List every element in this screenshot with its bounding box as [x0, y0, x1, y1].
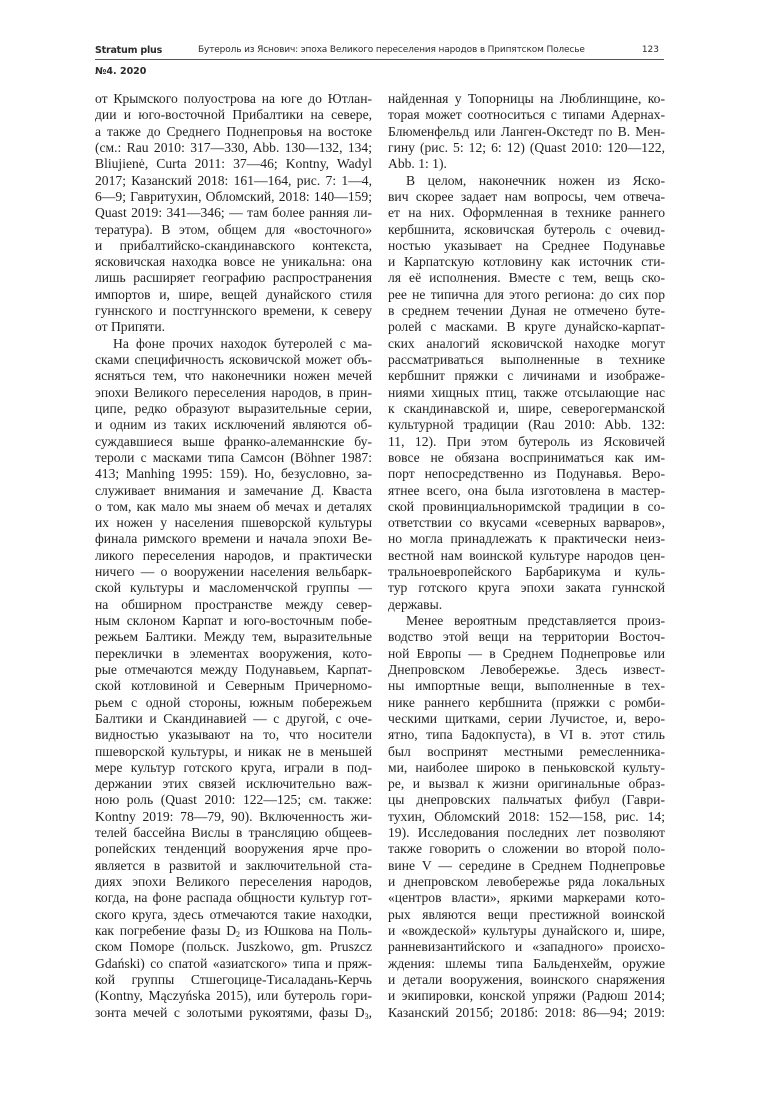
text-line-content: дии и юго-восточной Прибалтики на севере,	[95, 107, 372, 123]
text-line	[95, 564, 372, 580]
text-line	[388, 173, 665, 189]
text-line-content: 11, 12). При этом бутероль из Ясковичей	[388, 433, 665, 449]
text-line-content: «центров власти», яркими маркерами кото-	[388, 890, 665, 906]
text-line-content: 6—9; Гавритухин, Обломский, 2018: 140—159;	[95, 188, 372, 204]
text-line	[388, 189, 665, 205]
text-line	[388, 466, 665, 482]
text-line	[388, 531, 665, 547]
text-line	[95, 597, 372, 613]
text-line-content: и Карпатскую котловину как источник сти-	[388, 254, 665, 270]
text-line	[95, 646, 372, 662]
text-line	[95, 874, 372, 890]
text-line	[95, 222, 372, 238]
text-line-content: (Kontny, Mączyńska 2015), или бутероль гори-	[95, 988, 372, 1004]
text-line-content: ре, и вызвал к жизни оригинальные образ-	[388, 776, 665, 792]
text-line-content: видностью указывают на то, что носители	[95, 727, 372, 743]
text-line-content: рых являются вещи престижной воинской	[388, 906, 665, 922]
text-line-content: На фоне прочих находок бутеролей с ма-	[113, 335, 372, 351]
text-line-tail: из Юшкова на Поль-	[240, 922, 372, 938]
text-line-content: от Припяти.	[95, 319, 165, 335]
text-line	[95, 923, 372, 939]
text-line-content: тур готского круга эпохи заката гуннской	[388, 580, 665, 596]
text-line-content: а также до Среднего Поднепровья на востоке	[95, 123, 372, 139]
text-line	[388, 140, 665, 156]
text-line-content: импортов и, шире, вещей дунайского стиля	[95, 286, 372, 302]
text-line-content: тература). В этом, общем для «восточного»	[95, 221, 372, 237]
text-line-content: является в развитой и заключительной ста-	[95, 857, 372, 873]
text-line-content: зонта мечей с золотыми рукоятями, фазы D	[95, 1004, 365, 1020]
text-line	[95, 858, 372, 874]
text-line-content: ностью указывает на Среднее Подунавье	[388, 237, 665, 253]
text-line-content: Балтики и Скандинавией — с другой, с оче-	[95, 710, 372, 726]
text-line	[95, 238, 372, 254]
text-line	[388, 744, 665, 760]
text-line-content: ничего — о вооружении населения вельбарк-	[95, 564, 372, 580]
text-line-content: ской котловиной и Северным Причерномо-	[95, 678, 372, 694]
text-line	[95, 107, 372, 123]
text-line-content: (см.: Rau 2010: 317—330, Abb. 130—132, 134;	[95, 139, 372, 155]
text-line-content: Менее вероятным представляется произ-	[406, 613, 665, 628]
text-line-content: торая может соотноситься с типами Адернах-	[388, 107, 665, 123]
text-line	[95, 319, 372, 335]
text-line-content: ской культуры и масломенчской группы —	[95, 580, 372, 596]
text-line	[95, 531, 372, 547]
text-line	[388, 401, 665, 417]
text-line-content: ятнее всего, она была изготовлена в мастер-	[388, 482, 665, 498]
text-line-content: ческими щитками, серии Лучистое, и, веро-	[388, 710, 665, 726]
text-line	[95, 809, 372, 825]
text-line	[388, 809, 665, 825]
text-line-content: ципе, редко образуют выразительные серии,	[95, 400, 372, 416]
journal-name: Stratum plus	[95, 45, 163, 56]
text-line-content: о том, как мало мы знаем об мечах и деталях	[95, 498, 372, 514]
text-line	[95, 548, 372, 564]
text-line-content: лишь расширяет географию распространения	[95, 270, 372, 286]
text-line-content: служивает внимания и замечание Д. Кваста	[95, 482, 372, 498]
text-line	[388, 564, 665, 580]
text-line	[95, 956, 372, 972]
text-line	[388, 825, 665, 841]
text-line-content: Днепровском Левобережье. Здесь извест-	[388, 661, 665, 677]
text-line-content: финала римского времени и начала эпохи Ве-	[95, 531, 372, 547]
text-line-content: ны импортные вещи, выполненные в тех-	[388, 678, 665, 694]
text-line-content: переклички в элементах вооружения, кото-	[95, 645, 372, 661]
text-line-content: диях эпохи Великого переселения народов,	[95, 874, 372, 889]
text-line	[95, 907, 372, 923]
text-line	[95, 825, 372, 841]
text-line	[388, 385, 665, 401]
text-line-content: В целом, наконечник ножен из Яско-	[406, 172, 665, 188]
text-line	[95, 972, 372, 988]
text-line	[95, 727, 372, 743]
text-line	[388, 858, 665, 874]
text-line-content: водство этой вещи на территории Восточ-	[388, 629, 665, 645]
text-line-content: телей бассейна Вислы в трансляцию общеев-	[95, 825, 372, 841]
text-line-content: державы.	[388, 596, 443, 612]
text-line-content: Gdański) со спатой «азиатского» типа и пряж-	[95, 955, 372, 971]
text-line	[95, 744, 372, 760]
text-line-content: когда, на фоне распада общности культур гот-	[95, 890, 372, 906]
text-line-content: нике раннего кербшнита (пряжки с ромби-	[388, 694, 665, 710]
text-line-content: гину (рис. 5: 12; 6: 12) (Quast 2010: 120—122,	[388, 139, 665, 155]
text-line-content: и днепровском левобережье ряда локальных	[388, 874, 665, 889]
text-line-content: вовсе не обязана восприниматься как им-	[388, 449, 665, 465]
text-line-content: ет на них. Оформленная в технике раннего	[388, 205, 665, 221]
text-line	[388, 776, 665, 792]
text-line	[95, 695, 372, 711]
text-line	[388, 923, 665, 939]
text-line-content: ответствии со вкусами «северных варваров»,	[388, 515, 665, 531]
text-line	[95, 678, 372, 694]
text-line	[95, 368, 372, 384]
text-line	[95, 156, 372, 172]
text-line-content: ской провинциальноримской традиции в со-	[388, 498, 665, 514]
text-line-content: гуннского и постгуннского времени, к северу	[95, 303, 372, 319]
subscript: 2	[236, 929, 241, 939]
text-line	[95, 483, 372, 499]
text-line-content: порт непосредственно из Подунавья. Веро-	[388, 466, 665, 482]
text-line	[95, 711, 372, 727]
text-line	[95, 613, 372, 629]
text-line-content: и экипировки, конской упряжи (Радюш 2014;	[388, 988, 665, 1004]
text-line	[388, 760, 665, 776]
text-line	[388, 336, 665, 352]
text-line-content: в среднем течении Дуная не отмечено буте-	[388, 303, 665, 319]
text-line-content: ясковичская находка вовсе не уникальна: она	[95, 254, 372, 270]
text-line	[95, 499, 372, 515]
text-line	[388, 646, 665, 662]
text-line-content: и «вождеской» культуры дунайского и, шире,	[388, 922, 665, 938]
left-text-column	[95, 91, 372, 1021]
text-line-content: кербшнита, ясковичская бутероль с очевид-	[388, 221, 665, 237]
text-line	[388, 238, 665, 254]
text-line	[388, 548, 665, 564]
text-line	[95, 140, 372, 156]
text-line	[95, 662, 372, 678]
text-line-content: ми, наиболее широко в пеньковской культу-	[388, 759, 665, 775]
text-line	[388, 450, 665, 466]
text-line-content: ролей с масками. В круге дунайско-карпат-	[388, 319, 665, 335]
text-line-content: эпохи Великого переселения народов, в прин-	[95, 384, 372, 400]
text-line	[388, 678, 665, 694]
text-line	[388, 434, 665, 450]
text-line	[388, 972, 665, 988]
text-line	[95, 1005, 372, 1021]
text-line	[388, 792, 665, 808]
running-header	[95, 43, 664, 59]
text-line-content: ным склоном Карпат и юго-восточным побе-	[95, 613, 372, 628]
text-line	[95, 434, 372, 450]
text-line	[388, 222, 665, 238]
text-line	[95, 417, 372, 433]
text-line	[95, 776, 372, 792]
text-line	[95, 352, 372, 368]
text-line-content: вестной нам воинской культуре народов цен-	[388, 547, 665, 563]
text-line	[95, 792, 372, 808]
text-line	[95, 173, 372, 189]
text-line-content: ятно, типа Бадокпуста), в VI в. этот стиль	[388, 727, 665, 743]
text-line	[95, 939, 372, 955]
running-title: Бутероль из Яснович: эпоха Великого переселения народов в Припятском Полесье	[198, 45, 585, 55]
text-line-content: Kontny 2019: 78—79, 90). Включенность жи-	[95, 808, 372, 824]
text-line	[388, 303, 665, 319]
text-line-content: рьем с одной стороны, южным побережьем	[95, 694, 372, 710]
text-line	[95, 303, 372, 319]
text-line-content: но могла принадлежать к практически неиз-	[388, 531, 665, 547]
text-line-content: культурной традиции (Rau 2010: Abb. 132:	[388, 417, 665, 433]
page-number: 123	[641, 45, 659, 55]
text-line	[388, 662, 665, 678]
text-line	[95, 205, 372, 221]
text-line	[388, 156, 665, 172]
text-line	[388, 874, 665, 890]
text-line	[95, 515, 372, 531]
text-line	[95, 287, 372, 303]
text-line-content: также говорить о сложении во второй поло-	[388, 841, 665, 857]
text-line-content: ских аналогий ясковичской находке могут	[388, 335, 665, 351]
text-line-content: 2017; Казанский 2018: 161—164, рис. 7: 1—4,	[95, 172, 372, 188]
text-line-content: ной Европы — в Среднем Поднепровье или	[388, 645, 665, 661]
right-text-column	[388, 91, 665, 1021]
text-line	[388, 988, 665, 1004]
text-line-content: найденная у Топорницы на Люблинщине, ко-	[388, 91, 665, 106]
text-line-content: кой группы Стшегоцице-Тисаладань-Керчь	[95, 971, 372, 987]
text-line-content: Abb. 1: 1).	[388, 156, 447, 172]
issue-number: №4. 2020	[95, 66, 147, 77]
text-line	[388, 907, 665, 923]
text-line-content: Блюменфельд или Ланген-Окстедт по В. Мен-	[388, 123, 665, 139]
text-line	[388, 287, 665, 303]
text-line-content: кербшнит пряжки с личинами и изображе-	[388, 368, 665, 384]
text-line	[95, 270, 372, 286]
text-line	[95, 385, 372, 401]
text-line-content: и прибалтийско-скандинавского контекста,	[95, 237, 372, 253]
text-line-content: вине V — середине в Среднем Поднепровье	[388, 857, 665, 873]
text-line-content: суждавшиеся выше франко-алеманнские бу-	[95, 433, 372, 449]
text-line	[95, 580, 372, 596]
text-line	[388, 91, 665, 107]
text-line	[388, 890, 665, 906]
text-line	[95, 254, 372, 270]
text-line	[388, 515, 665, 531]
text-line-content: ропейских тенденций вооружения ярче про-	[95, 841, 372, 857]
text-line	[388, 124, 665, 140]
text-line	[388, 483, 665, 499]
text-line-content: ском Поморе (польск. Juszkowo, gm. Pruszcz	[95, 939, 372, 955]
text-line	[95, 336, 372, 352]
text-line	[388, 205, 665, 221]
text-line-content: ниями хищных птиц, также отсылающие нас	[388, 384, 665, 400]
text-line-content: 19). Исследования последних лет позволяют	[388, 825, 665, 841]
text-line-content: тероли с масками типа Самсон (Böhner 1987:	[95, 449, 372, 465]
text-line-content: тухин, Обломский 2018: 152—158, рис. 14;	[388, 808, 665, 824]
text-line-content: ною роль (Quast 2010: 122—125; см. также:	[95, 792, 372, 808]
text-line-content: держании этих связей исключительно важ-	[95, 776, 372, 792]
text-line	[388, 499, 665, 515]
text-line-content: их ножен у населения пшеворской культуры	[95, 515, 372, 531]
text-line-content: Bliujienė, Curta 2011: 37—46; Kontny, Wadyl	[95, 156, 372, 172]
text-line	[388, 956, 665, 972]
text-line-content: сками специфичность ясковичской может объ-	[95, 352, 372, 367]
text-line-content: Quast 2019: 341—346; — там более ранняя ли-	[95, 205, 372, 221]
text-line	[95, 890, 372, 906]
text-line	[388, 254, 665, 270]
text-line	[388, 841, 665, 857]
text-line-content: к скандинавской и, шире, северогерманской	[388, 400, 665, 416]
text-line-content: и детали вооружения, воинского снаряжения	[388, 971, 665, 987]
text-line-content: ликого переселения народов, и практически	[95, 547, 372, 563]
text-line	[388, 629, 665, 645]
text-line	[388, 352, 665, 368]
text-line-content: ля её исполнения. Вместе с тем, вещь ско-	[388, 270, 665, 286]
header-rule	[95, 59, 664, 60]
text-line	[388, 580, 665, 596]
text-line	[95, 841, 372, 857]
text-line	[95, 91, 372, 107]
text-line	[388, 597, 665, 613]
text-line	[95, 401, 372, 417]
subscript: 3	[364, 1011, 369, 1021]
text-line-content: тральноевропейского Барбарикума и куль-	[388, 564, 665, 580]
text-line-content: 413; Manhing 1995: 159). Но, безусловно, за-	[95, 466, 372, 482]
text-line	[95, 450, 372, 466]
text-line	[95, 629, 372, 645]
text-line	[388, 727, 665, 743]
text-line	[388, 939, 665, 955]
text-line-content: цы днепровских пальчатых фибул (Гаври-	[388, 792, 665, 808]
text-line	[388, 695, 665, 711]
text-line-content: на обширном пространстве между север-	[95, 596, 372, 612]
text-line	[388, 319, 665, 335]
text-line-content: режьем Балтики. Между тем, выразительные	[95, 629, 372, 645]
text-line-content: как погребение фазы D	[95, 922, 237, 938]
text-line-content: ясняться тем, что наконечники ножен мечей	[95, 368, 372, 384]
text-line	[388, 417, 665, 433]
text-line-content: ждения: шлемы типа Бальденхейм, оружие	[388, 955, 665, 971]
text-line	[95, 988, 372, 1004]
text-line-content: вич скорее задает нам вопросы, чем отвеча-	[388, 188, 665, 204]
text-line	[388, 711, 665, 727]
text-line	[388, 368, 665, 384]
text-line	[388, 270, 665, 286]
text-line	[388, 107, 665, 123]
text-line	[95, 466, 372, 482]
text-line	[388, 1005, 665, 1021]
text-line-content: ского круга, здесь отмечаются такие находки,	[95, 906, 372, 922]
text-line-content: мере культур готского круга, играли в под-	[95, 759, 372, 775]
text-line	[95, 124, 372, 140]
text-line	[95, 189, 372, 205]
text-line-content: и одним из таких исключений являются об-	[95, 417, 372, 433]
text-line	[388, 613, 665, 629]
text-line-content: рассматриваться выполненные в технике	[388, 352, 665, 367]
text-line-content: Казанский 2015б; 2018б: 2018: 86—94; 2019:	[388, 1004, 665, 1020]
text-line-tail: ,	[368, 1004, 372, 1020]
text-line	[95, 760, 372, 776]
text-line-content: рее не типична для этого региона: до сих пор	[388, 286, 665, 302]
text-line-content: от Крымского полуострова на юге до Ютлан-	[95, 91, 372, 106]
text-line-content: рые отмечаются между Подунавьем, Карпат-	[95, 661, 372, 677]
text-line-content: ранневизантийского и «западного» происхо-	[388, 939, 665, 955]
text-line-content: был воспринят местными ремесленника-	[388, 743, 665, 759]
text-line-content: пшеворской культуры, и никак не в меньшей	[95, 743, 372, 759]
